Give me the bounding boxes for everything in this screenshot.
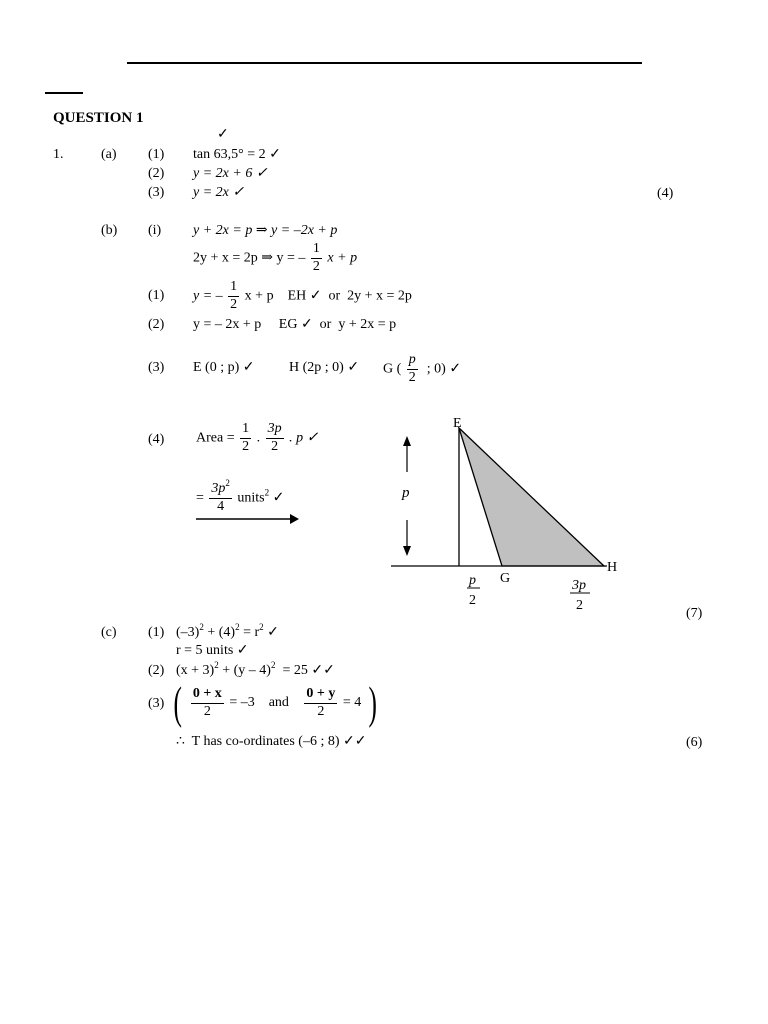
numerator-text: 3p: [211, 481, 226, 496]
part-a-label: (a): [101, 147, 117, 162]
part-b-3-h: H (2p ; 0) ✓: [289, 360, 360, 375]
numerator: 1: [311, 242, 322, 259]
part-b-i-line2: [193, 242, 357, 274]
question-title: QUESTION 1: [53, 110, 144, 126]
label-g: G: [500, 571, 511, 586]
fraction: [191, 687, 224, 719]
expr-text: .: [256, 430, 261, 446]
part-c-1-line: [176, 622, 279, 640]
expr-text: Area =: [196, 430, 235, 446]
part-c-3-num: (3): [148, 696, 165, 711]
denominator: 2: [271, 438, 279, 454]
label-e: E: [453, 416, 462, 431]
top-tick: ✓: [217, 127, 229, 142]
part-b-label: (b): [101, 223, 118, 238]
tick-mark: ✓: [272, 490, 285, 506]
part-c-marks: (6): [686, 735, 703, 750]
numerator: 1: [228, 280, 239, 297]
label-3p-over-2-den: 2: [576, 598, 583, 613]
triangle-diagram: [385, 408, 625, 618]
part-a-line: y = 2x + 6 ✓: [193, 166, 268, 181]
denominator: 2: [317, 703, 325, 719]
fraction: [209, 478, 232, 514]
expr-text: =: [196, 490, 204, 506]
expr-text: . p ✓: [289, 430, 319, 446]
expr-text: (x + 3): [176, 663, 215, 678]
denominator: 2: [230, 296, 238, 312]
part-b-marks: (7): [686, 606, 703, 621]
part-c-1-num: (1): [148, 625, 165, 640]
superscript: 2: [235, 622, 240, 632]
part-c-4-line: ∴ T has co-ordinates (–6 ; 8) ✓✓: [176, 734, 367, 749]
fraction: [407, 353, 418, 385]
superscript: 2: [259, 622, 264, 632]
part-b-3-num: (3): [148, 360, 165, 375]
part-b-3-g: [383, 353, 461, 385]
header-rule: [127, 62, 642, 64]
part-a-line: y = 2x ✓: [193, 185, 245, 200]
part-c-3-line: [170, 677, 380, 728]
part-c-1b-line: r = 5 units ✓: [176, 643, 249, 658]
label-p-over-2-num: p: [469, 573, 476, 588]
numerator: 1: [240, 422, 251, 439]
part-b-2-line: y = – 2x + p EG ✓ or y + 2x = p: [193, 317, 397, 332]
expr-text: (–3): [176, 625, 200, 640]
expr-text: + (y – 4): [218, 663, 271, 678]
part-b-3-e: E (0 ; p) ✓: [193, 360, 255, 375]
fraction: [304, 687, 337, 719]
expr-text: x + p EH ✓ or 2y + x = 2p: [244, 288, 412, 304]
section-rule: [45, 92, 83, 94]
part-a-line-num: (2): [148, 166, 165, 181]
part-c-label: (c): [101, 625, 117, 640]
part-c-2-num: (2): [148, 663, 165, 678]
superscript: 2: [270, 660, 276, 670]
expr-text: = 4: [342, 695, 362, 711]
part-a-line-num: (3): [148, 185, 165, 200]
expr-text: G (: [383, 361, 402, 377]
expr-text: 2y + x = 2p ⇒ y = –: [193, 250, 306, 266]
numerator: 3p: [266, 422, 284, 439]
fraction: [240, 422, 251, 454]
expr-text: + (4): [203, 625, 236, 640]
expr-text: = 25 ✓✓: [275, 663, 335, 678]
fraction: [228, 280, 239, 312]
label-3p-over-2-num: 3p: [572, 578, 586, 593]
superscript: 2: [264, 487, 270, 498]
expr-text: y = –: [193, 288, 223, 304]
part-b-4-num: (4): [148, 432, 165, 447]
part-a-marks: (4): [657, 186, 674, 201]
numerator: 0 + y: [304, 687, 337, 704]
part-b-2-num: (2): [148, 317, 165, 332]
numerator: 0 + x: [191, 687, 224, 704]
expr-text: ; 0) ✓: [423, 361, 462, 377]
area-result: [196, 478, 285, 514]
denominator: 2: [312, 258, 320, 274]
part-b-1-num: (1): [148, 288, 165, 303]
denominator: 2: [203, 703, 211, 719]
part-b-1-line: [193, 280, 412, 312]
part-a-line: tan 63,5° = 2 ✓: [193, 147, 281, 162]
part-c-2-line: [176, 660, 335, 678]
label-h: H: [607, 560, 618, 575]
arrow-right-icon: [196, 512, 300, 526]
numerator: [209, 478, 232, 499]
label-p-over-2-den: 2: [469, 593, 476, 608]
shaded-triangle: [459, 428, 604, 566]
denominator: 4: [217, 498, 225, 514]
arrow-down-icon: [403, 546, 411, 556]
expr-text: units: [237, 490, 265, 506]
denominator: 2: [408, 369, 416, 385]
open-paren: (: [173, 677, 182, 728]
arrow-up-icon: [403, 436, 411, 446]
denominator: 2: [242, 438, 250, 454]
expr-text: = r: [239, 625, 260, 640]
area-line: [196, 422, 318, 454]
part-b-i-line1: y + 2x = p ⇒ y = –2x + p: [193, 223, 338, 238]
tick-mark: ✓: [263, 625, 279, 640]
fraction: [266, 422, 284, 454]
expr-text: x + p: [327, 250, 358, 266]
numerator: p: [407, 353, 418, 370]
close-paren: ): [368, 677, 377, 728]
part-a-line-num: (1): [148, 147, 165, 162]
expr-text: = –3 and: [229, 695, 289, 711]
superscript: 2: [214, 660, 219, 670]
superscript: 2: [225, 478, 230, 488]
question-number: 1.: [53, 147, 64, 162]
part-b-i-label: (i): [148, 223, 162, 238]
label-p: p: [402, 485, 410, 501]
fraction: [311, 242, 322, 274]
superscript: 2: [199, 622, 204, 632]
